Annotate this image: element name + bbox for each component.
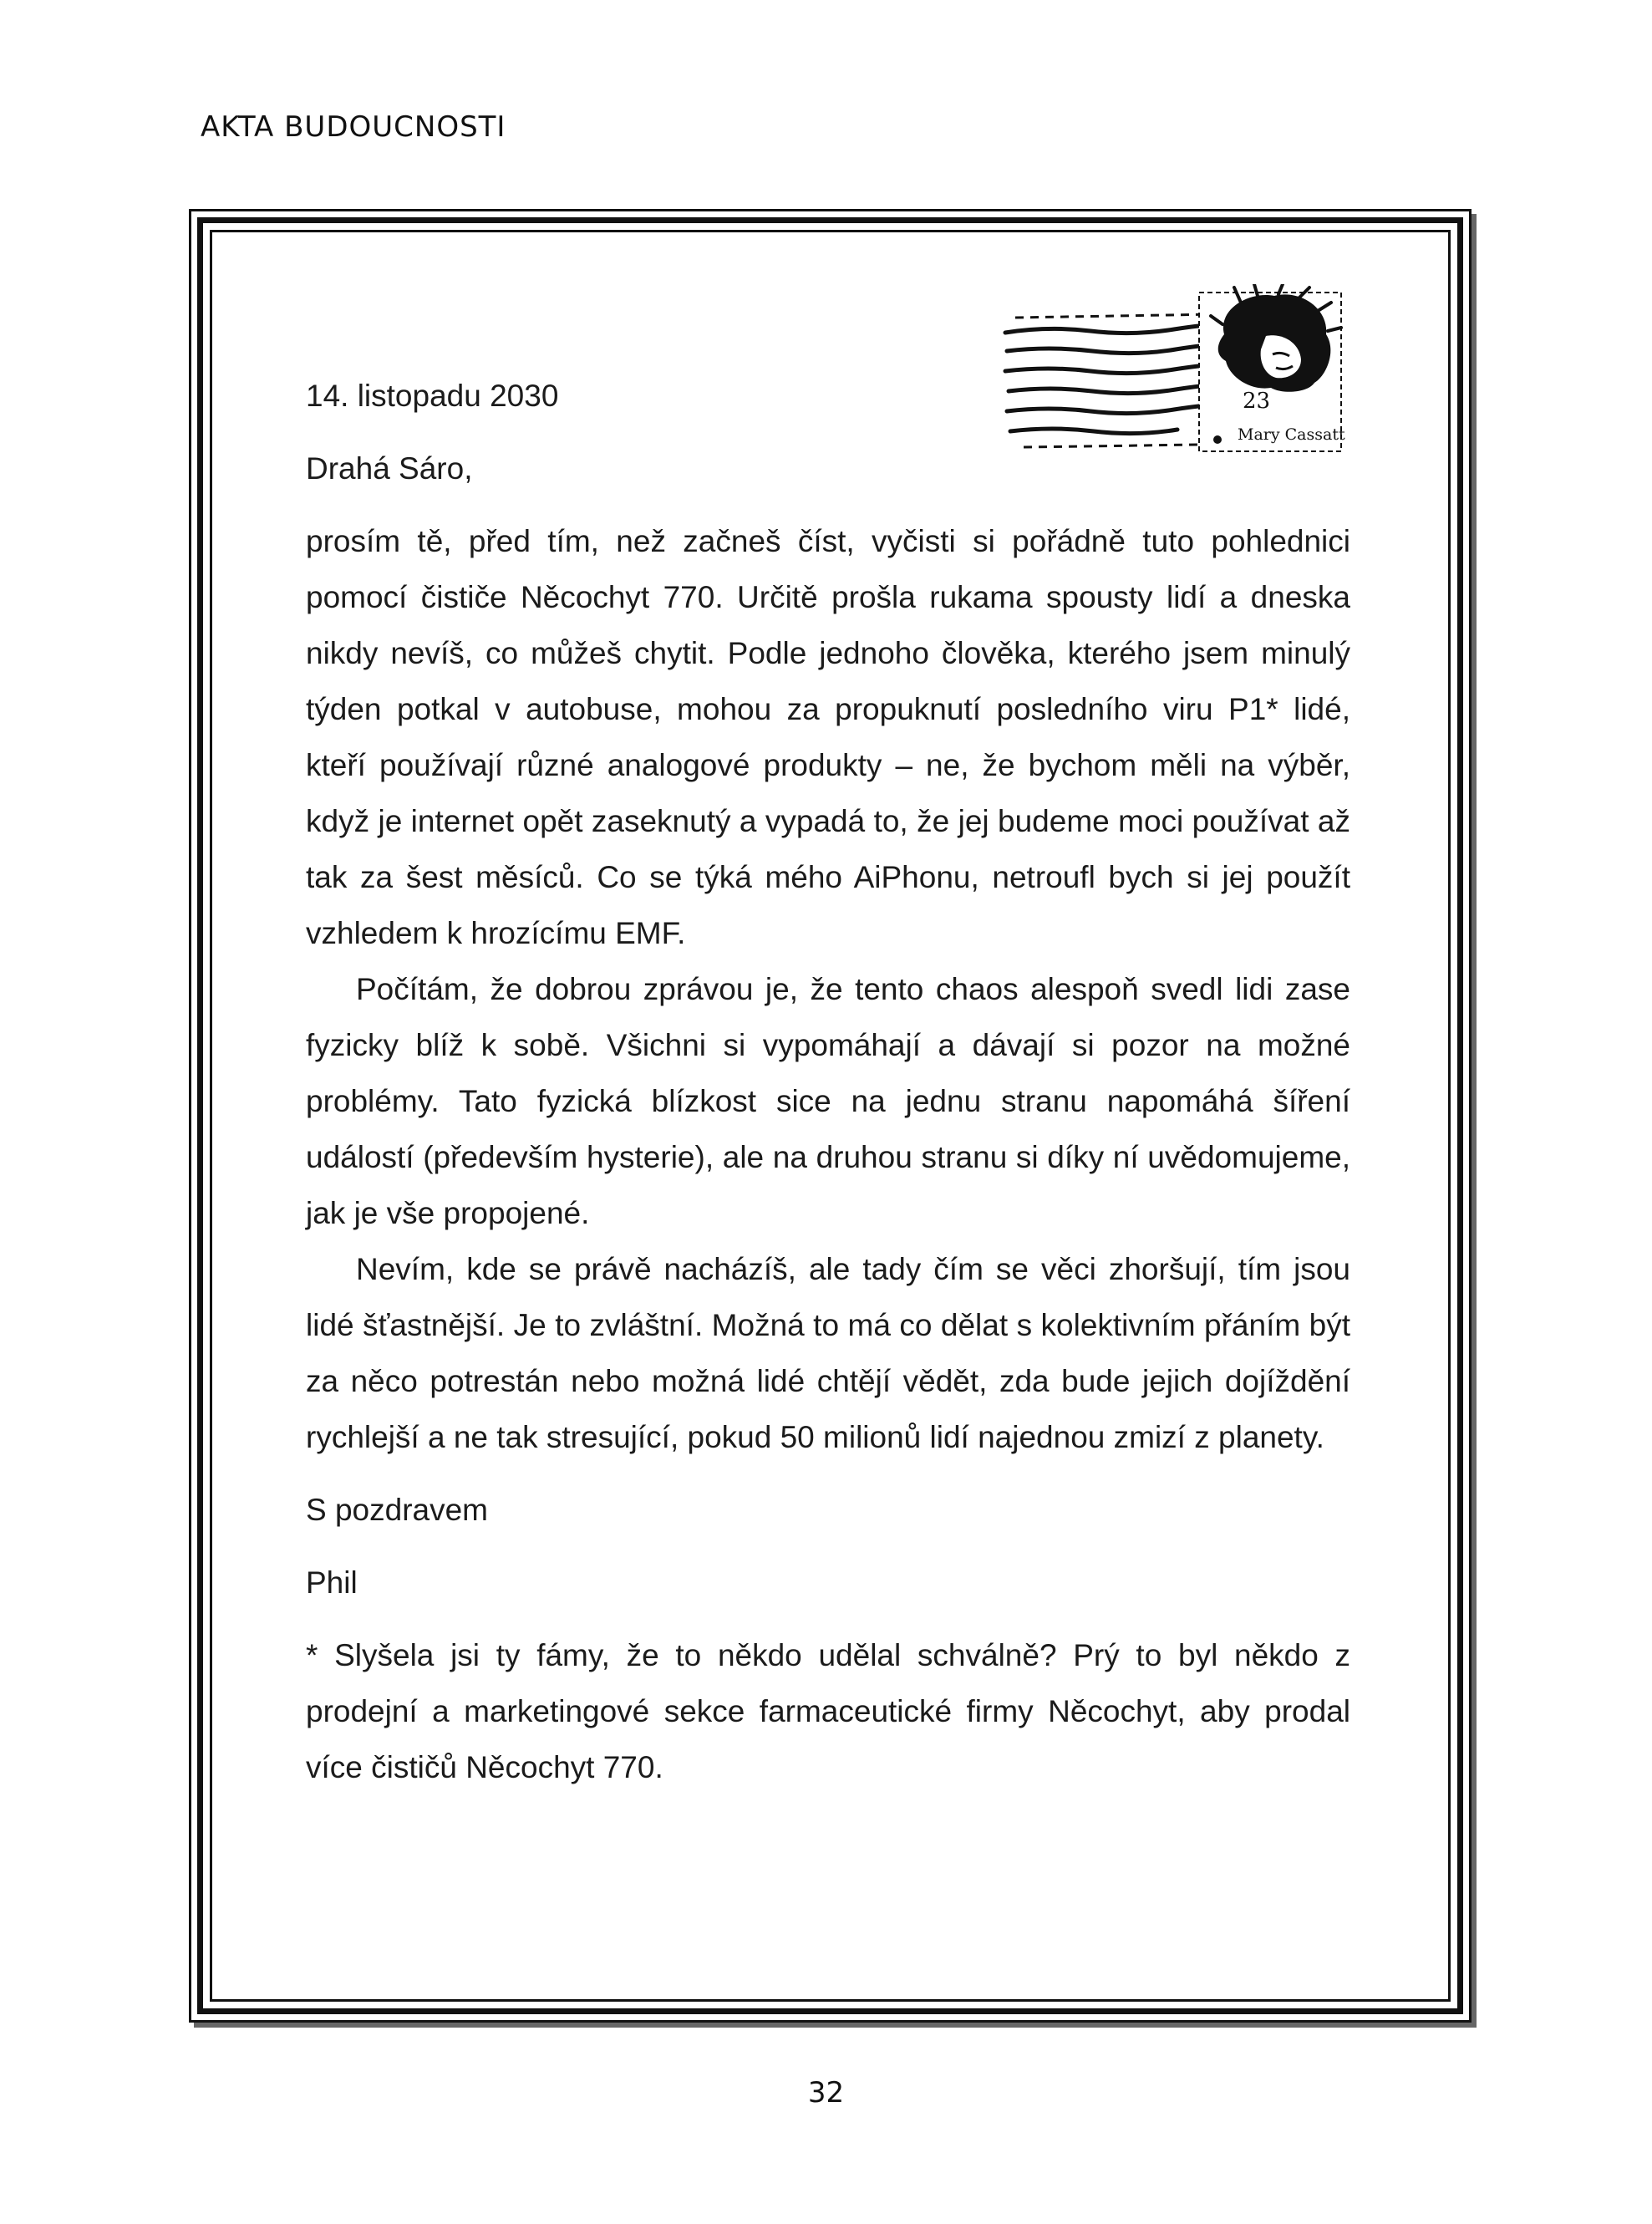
letter-closing: S pozdravem <box>306 1493 488 1527</box>
letter-footnote: * Slyšela jsi ty fámy, že to někdo udělal schválně? Prý to byl někdo z prodejní a marketingové sekce farmaceutické firmy Něcochyt, aby prodal více čističů Něcochyt 770. <box>306 1638 1350 1784</box>
letter-paragraph-2: Počítám, že dobrou zprávou je, že tento chaos alespoň svedl lidi zase fyzicky blíž k sobě. Všichni si vypomáhají a dávají si pozor na možné problémy. Tato fyzická blízkost sice na jednu stranu napomáhá šíření událostí (především hysterie), ale na druhou stranu si díky ní uvědomujeme, jak je vše propojené. <box>306 972 1350 1230</box>
stamp-artist: Mary Cassatt <box>1238 425 1345 444</box>
page-number: 32 <box>807 2076 845 2109</box>
letter-paragraph-1: prosím tě, před tím, než začneš číst, vyčisti si pořádně tuto pohlednici pomocí čističe Něcochyt 770. Určitě prošla rukama spousty lidí a dneska nikdy nevíš, co můžeš chytit. Podle jednoho člověka, kterého jsem minulý týden potkal v autobuse, mohou za propuknutí posledního viru P1* lidé, kteří používají různé analogové produkty – ne, že bychom měli na výběr, když je internet opět zaseknutý a vypadá to, že jej budeme moci používat až tak za šest měsíců. Co se týká mého AiPhonu, netroufl bych si jej použít vzhledem k hrozícímu EMF. <box>306 524 1350 950</box>
letter-paragraph-3: Nevím, kde se právě nacházíš, ale tady čím se věci zhoršují, tím jsou lidé šťastnější. Je to zvláštní. Možná to má co dělat s kolektivním přáním být za něco potrestán nebo možná lidé chtějí vědět, zda bude jejich dojíždění rychlejší a ne tak stresující, pokud 50 milionů lidí najednou zmizí z planety. <box>306 1252 1350 1454</box>
running-header: AKTA BUDOUCNOSTI <box>201 110 506 144</box>
letter-body <box>306 368 1350 1795</box>
letter-signature: Phil <box>306 1565 358 1600</box>
letter-salutation: Drahá Sáro, <box>306 451 473 486</box>
letter-date: 14. listopadu 2030 <box>306 379 559 413</box>
stamp-value: 23 <box>1243 389 1271 414</box>
